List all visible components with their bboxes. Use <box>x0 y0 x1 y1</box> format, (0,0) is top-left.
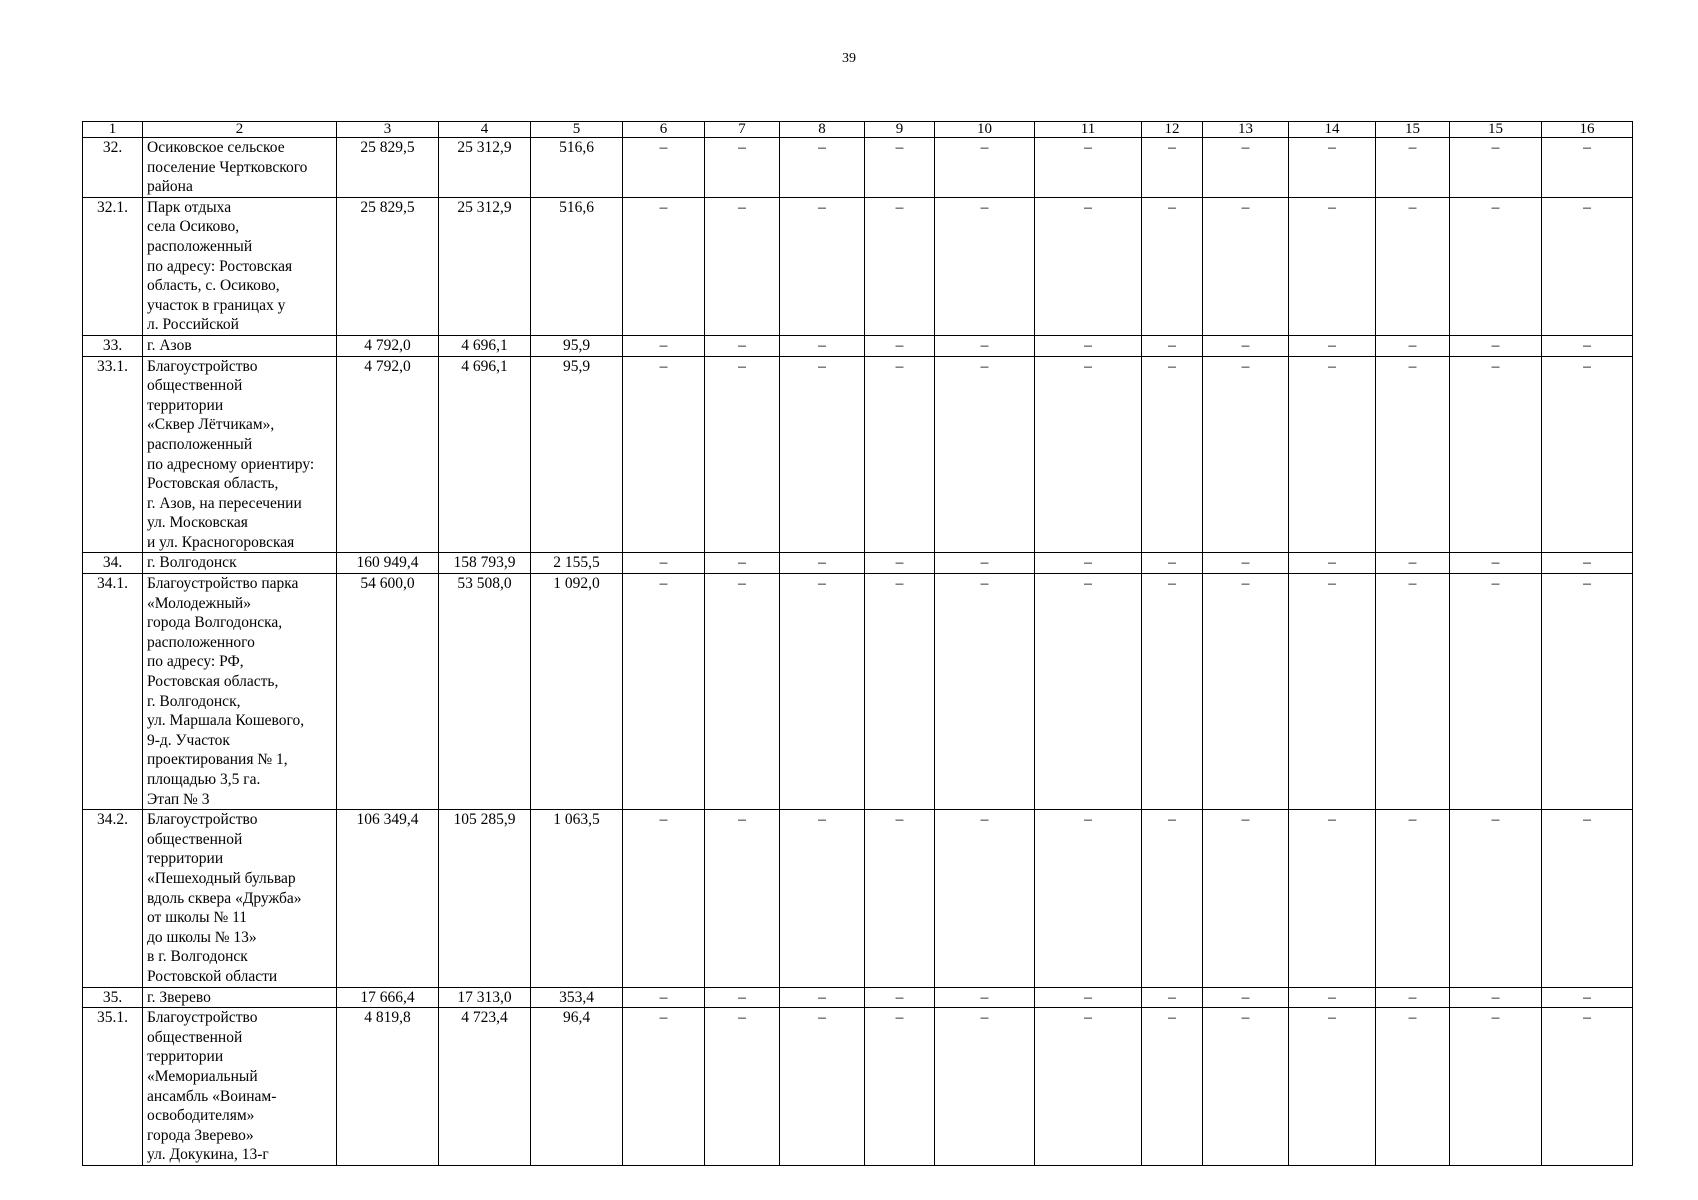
empty-value-cell: – <box>1376 810 1450 987</box>
empty-value-cell: – <box>1203 1008 1289 1166</box>
empty-value-cell: – <box>623 553 705 574</box>
empty-value-cell: – <box>1450 553 1542 574</box>
empty-value-cell: – <box>935 574 1035 810</box>
table-row <box>83 987 1633 1008</box>
empty-value-cell: – <box>1450 987 1542 1008</box>
header-cell: 2 <box>143 122 337 138</box>
header-cell: 13 <box>1203 122 1289 138</box>
table-row <box>83 574 1633 810</box>
empty-value-cell: – <box>1035 1008 1142 1166</box>
federal-amount-cell: 105 285,9 <box>439 810 531 987</box>
object-name-line: г. Азов <box>147 336 192 354</box>
empty-value-cell: – <box>935 138 1035 198</box>
empty-value-cell: – <box>705 1008 780 1166</box>
object-name-line: 9-д. Участок <box>147 731 230 749</box>
object-name-cell <box>143 553 337 574</box>
empty-value-cell: – <box>623 197 705 335</box>
object-name-line: Осиковское сельское <box>147 139 285 156</box>
empty-value-cell: – <box>1542 138 1633 198</box>
empty-value-cell: – <box>1289 987 1376 1008</box>
empty-value-cell: – <box>1142 1008 1203 1166</box>
federal-amount-cell: 25 312,9 <box>439 138 531 198</box>
empty-value-cell: – <box>623 138 705 198</box>
empty-value-cell: – <box>1542 574 1633 810</box>
object-name-cell <box>143 356 337 553</box>
empty-value-cell: – <box>865 553 935 574</box>
empty-value-cell: – <box>1035 987 1142 1008</box>
empty-value-cell: – <box>1142 553 1203 574</box>
object-name-line: расположенного <box>147 633 255 651</box>
federal-amount-cell: 158 793,9 <box>439 553 531 574</box>
table-row <box>83 138 1633 198</box>
empty-value-cell: – <box>1376 553 1450 574</box>
object-name-line: л. Российской <box>147 316 239 334</box>
empty-value-cell: – <box>1203 574 1289 810</box>
total-amount-cell: 17 666,4 <box>337 987 439 1008</box>
object-name-line: общественной <box>147 830 243 848</box>
empty-value-cell: – <box>705 574 780 810</box>
empty-value-cell: – <box>780 574 865 810</box>
header-cell: 3 <box>337 122 439 138</box>
header-cell: 16 <box>1542 122 1633 138</box>
table-row <box>83 810 1633 987</box>
row-number-cell: 35. <box>83 987 143 1008</box>
object-name-line: в г. Волгодонск <box>147 948 248 966</box>
object-name-line: поселение Чертковского <box>147 158 308 176</box>
object-name-line: района <box>147 178 193 196</box>
empty-value-cell: – <box>1542 335 1633 356</box>
object-name-line: «Мемориальный <box>147 1067 258 1085</box>
empty-value-cell: – <box>1289 810 1376 987</box>
row-number-cell: 34.2. <box>83 810 143 987</box>
row-number-cell: 33. <box>83 335 143 356</box>
empty-value-cell: – <box>865 356 935 553</box>
empty-value-cell: – <box>1376 987 1450 1008</box>
empty-value-cell: – <box>865 335 935 356</box>
federal-amount-cell: 25 312,9 <box>439 197 531 335</box>
empty-value-cell: – <box>1289 574 1376 810</box>
empty-value-cell: – <box>1035 197 1142 335</box>
federal-amount-cell: 53 508,0 <box>439 574 531 810</box>
object-name-line: Ростовская область, <box>147 475 279 493</box>
empty-value-cell: – <box>780 553 865 574</box>
total-amount-cell: 106 349,4 <box>337 810 439 987</box>
object-name-line: г. Азов, на пересечении <box>147 494 302 512</box>
header-cell: 4 <box>439 122 531 138</box>
empty-value-cell: – <box>1450 356 1542 553</box>
object-name-line: г. Волгодонск, <box>147 692 241 710</box>
empty-value-cell: – <box>1142 810 1203 987</box>
empty-value-cell: – <box>1203 197 1289 335</box>
object-name-line: Благоустройство парка <box>147 575 299 593</box>
empty-value-cell: – <box>1203 335 1289 356</box>
federal-amount-cell: 4 696,1 <box>439 356 531 553</box>
table-body <box>83 122 1633 1166</box>
total-amount-cell: 160 949,4 <box>337 553 439 574</box>
empty-value-cell: – <box>1142 335 1203 356</box>
object-name-line: Этап № 3 <box>147 790 210 808</box>
empty-value-cell: – <box>1450 1008 1542 1166</box>
empty-value-cell: – <box>1542 553 1633 574</box>
object-name-line: по адресу: РФ, <box>147 653 244 671</box>
object-name-line: ул. Московская <box>147 514 248 532</box>
regional-amount-cell: 516,6 <box>531 138 623 198</box>
empty-value-cell: – <box>705 987 780 1008</box>
empty-value-cell: – <box>1450 574 1542 810</box>
header-cell: 11 <box>1035 122 1142 138</box>
total-amount-cell: 4 792,0 <box>337 335 439 356</box>
object-name-line: «Сквер Лётчикам», <box>147 416 275 434</box>
object-name-line: села Осиково, <box>147 218 240 236</box>
empty-value-cell: – <box>1289 553 1376 574</box>
header-cell: 10 <box>935 122 1035 138</box>
empty-value-cell: – <box>623 574 705 810</box>
object-name-line: г. Волгодонск <box>147 554 237 572</box>
empty-value-cell: – <box>1035 138 1142 198</box>
object-name-line: Ростовской области <box>147 967 278 985</box>
object-name-cell <box>143 335 337 356</box>
empty-value-cell: – <box>1203 138 1289 198</box>
empty-value-cell: – <box>623 987 705 1008</box>
regional-amount-cell: 95,9 <box>531 335 623 356</box>
header-cell: 9 <box>865 122 935 138</box>
row-number-cell: 32. <box>83 138 143 198</box>
header-cell: 8 <box>780 122 865 138</box>
header-cell: 12 <box>1142 122 1203 138</box>
empty-value-cell: – <box>1542 810 1633 987</box>
empty-value-cell: – <box>935 987 1035 1008</box>
regional-amount-cell: 1 092,0 <box>531 574 623 810</box>
object-name-line: города Волгодонска, <box>147 614 283 632</box>
object-name-line: проектирования № 1, <box>147 751 288 769</box>
empty-value-cell: – <box>1035 810 1142 987</box>
table-row <box>83 553 1633 574</box>
empty-value-cell: – <box>1542 197 1633 335</box>
header-cell: 7 <box>705 122 780 138</box>
object-name-line: расположенный <box>147 237 253 255</box>
object-name-cell <box>143 574 337 810</box>
total-amount-cell: 4 819,8 <box>337 1008 439 1166</box>
empty-value-cell: – <box>1035 356 1142 553</box>
empty-value-cell: – <box>1035 553 1142 574</box>
object-name-line: освободителям» <box>147 1107 255 1125</box>
row-number-cell: 34.1. <box>83 574 143 810</box>
object-name-line: Парк отдыха <box>147 198 232 216</box>
empty-value-cell: – <box>1376 335 1450 356</box>
object-name-cell <box>143 138 337 198</box>
empty-value-cell: – <box>1142 987 1203 1008</box>
row-number-cell: 35.1. <box>83 1008 143 1166</box>
object-name-line: территории <box>147 396 224 414</box>
object-name-line: ансамбль «Воинам- <box>147 1087 277 1105</box>
object-name-cell <box>143 197 337 335</box>
empty-value-cell: – <box>1142 138 1203 198</box>
object-name-cell <box>143 810 337 987</box>
empty-value-cell: – <box>1289 1008 1376 1166</box>
empty-value-cell: – <box>1289 138 1376 198</box>
object-name-line: г. Зверево <box>147 988 211 1006</box>
regional-amount-cell: 96,4 <box>531 1008 623 1166</box>
object-name-line: расположенный <box>147 435 253 453</box>
object-name-line: и ул. Красногоровская <box>147 533 295 551</box>
empty-value-cell: – <box>1035 574 1142 810</box>
object-name-line: общественной <box>147 1028 243 1046</box>
empty-value-cell: – <box>1203 553 1289 574</box>
empty-value-cell: – <box>1450 810 1542 987</box>
total-amount-cell: 54 600,0 <box>337 574 439 810</box>
empty-value-cell: – <box>1289 356 1376 553</box>
empty-value-cell: – <box>780 1008 865 1166</box>
empty-value-cell: – <box>705 138 780 198</box>
empty-value-cell: – <box>935 335 1035 356</box>
object-name-line: ул. Докукина, 13-г <box>147 1146 269 1164</box>
row-number-cell: 33.1. <box>83 356 143 553</box>
empty-value-cell: – <box>780 197 865 335</box>
empty-value-cell: – <box>1376 197 1450 335</box>
empty-value-cell: – <box>705 810 780 987</box>
object-name-line: от школы № 11 <box>147 909 248 927</box>
empty-value-cell: – <box>1542 1008 1633 1166</box>
regional-amount-cell: 516,6 <box>531 197 623 335</box>
object-name-line: Благоустройство <box>147 1009 258 1027</box>
empty-value-cell: – <box>1376 1008 1450 1166</box>
object-name-line: до школы № 13» <box>147 928 257 946</box>
table-row <box>83 1008 1633 1166</box>
header-cell: 6 <box>623 122 705 138</box>
federal-amount-cell: 4 723,4 <box>439 1008 531 1166</box>
empty-value-cell: – <box>1450 335 1542 356</box>
object-name-line: область, с. Осиково, <box>147 277 280 295</box>
federal-amount-cell: 4 696,1 <box>439 335 531 356</box>
object-name-line: ул. Маршала Кошевого, <box>147 712 305 730</box>
table-row <box>83 197 1633 335</box>
empty-value-cell: – <box>705 197 780 335</box>
empty-value-cell: – <box>1450 197 1542 335</box>
object-name-line: Благоустройство <box>147 811 258 829</box>
empty-value-cell: – <box>780 987 865 1008</box>
object-name-line: территории <box>147 850 224 868</box>
object-name-line: «Пешеходный бульвар <box>147 869 296 887</box>
empty-value-cell: – <box>1142 574 1203 810</box>
empty-value-cell: – <box>1542 987 1633 1008</box>
empty-value-cell: – <box>780 335 865 356</box>
regional-amount-cell: 2 155,5 <box>531 553 623 574</box>
empty-value-cell: – <box>935 553 1035 574</box>
empty-value-cell: – <box>705 335 780 356</box>
empty-value-cell: – <box>623 1008 705 1166</box>
empty-value-cell: – <box>1203 987 1289 1008</box>
empty-value-cell: – <box>1035 335 1142 356</box>
empty-value-cell: – <box>780 810 865 987</box>
empty-value-cell: – <box>865 987 935 1008</box>
object-name-line: города Зверево» <box>147 1126 254 1144</box>
table-row <box>83 356 1633 553</box>
object-name-line: по адресу: Ростовская <box>147 257 293 275</box>
empty-value-cell: – <box>935 197 1035 335</box>
object-name-line: по адресному ориентиру: <box>147 455 315 473</box>
object-name-line: Благоустройство <box>147 357 258 375</box>
empty-value-cell: – <box>865 810 935 987</box>
empty-value-cell: – <box>1376 574 1450 810</box>
empty-value-cell: – <box>935 1008 1035 1166</box>
object-name-line: «Молодежный» <box>147 594 251 612</box>
empty-value-cell: – <box>1203 356 1289 553</box>
empty-value-cell: – <box>1142 356 1203 553</box>
regional-amount-cell: 1 063,5 <box>531 810 623 987</box>
empty-value-cell: – <box>1376 356 1450 553</box>
empty-value-cell: – <box>1376 138 1450 198</box>
header-cell: 1 <box>83 122 143 138</box>
header-cell: 15 <box>1376 122 1450 138</box>
header-cell: 15 <box>1450 122 1542 138</box>
empty-value-cell: – <box>935 810 1035 987</box>
object-name-cell <box>143 1008 337 1166</box>
empty-value-cell: – <box>705 356 780 553</box>
total-amount-cell: 4 792,0 <box>337 356 439 553</box>
empty-value-cell: – <box>865 197 935 335</box>
empty-value-cell: – <box>1289 197 1376 335</box>
header-row <box>83 122 1633 138</box>
empty-value-cell: – <box>865 138 935 198</box>
empty-value-cell: – <box>935 356 1035 553</box>
object-name-line: участок в границах у <box>147 296 286 314</box>
empty-value-cell: – <box>780 356 865 553</box>
empty-value-cell: – <box>623 810 705 987</box>
empty-value-cell: – <box>1203 810 1289 987</box>
object-name-line: площадью 3,5 га. <box>147 771 261 788</box>
empty-value-cell: – <box>1289 335 1376 356</box>
empty-value-cell: – <box>1142 197 1203 335</box>
empty-value-cell: – <box>623 356 705 553</box>
empty-value-cell: – <box>865 574 935 810</box>
empty-value-cell: – <box>705 553 780 574</box>
object-name-line: территории <box>147 1048 224 1066</box>
object-name-line: Ростовская область, <box>147 673 279 691</box>
object-name-cell <box>143 987 337 1008</box>
table-row <box>83 335 1633 356</box>
header-cell: 5 <box>531 122 623 138</box>
header-cell: 14 <box>1289 122 1376 138</box>
regional-amount-cell: 95,9 <box>531 356 623 553</box>
empty-value-cell: – <box>780 138 865 198</box>
budget-table <box>82 121 1633 1166</box>
regional-amount-cell: 353,4 <box>531 987 623 1008</box>
object-name-line: вдоль сквера «Дружба» <box>147 889 302 907</box>
empty-value-cell: – <box>865 1008 935 1166</box>
row-number-cell: 34. <box>83 553 143 574</box>
federal-amount-cell: 17 313,0 <box>439 987 531 1008</box>
empty-value-cell: – <box>1542 356 1633 553</box>
total-amount-cell: 25 829,5 <box>337 138 439 198</box>
total-amount-cell: 25 829,5 <box>337 197 439 335</box>
empty-value-cell: – <box>1450 138 1542 198</box>
object-name-line: общественной <box>147 377 243 395</box>
page-number: 39 <box>842 51 856 66</box>
empty-value-cell: – <box>623 335 705 356</box>
row-number-cell: 32.1. <box>83 197 143 335</box>
